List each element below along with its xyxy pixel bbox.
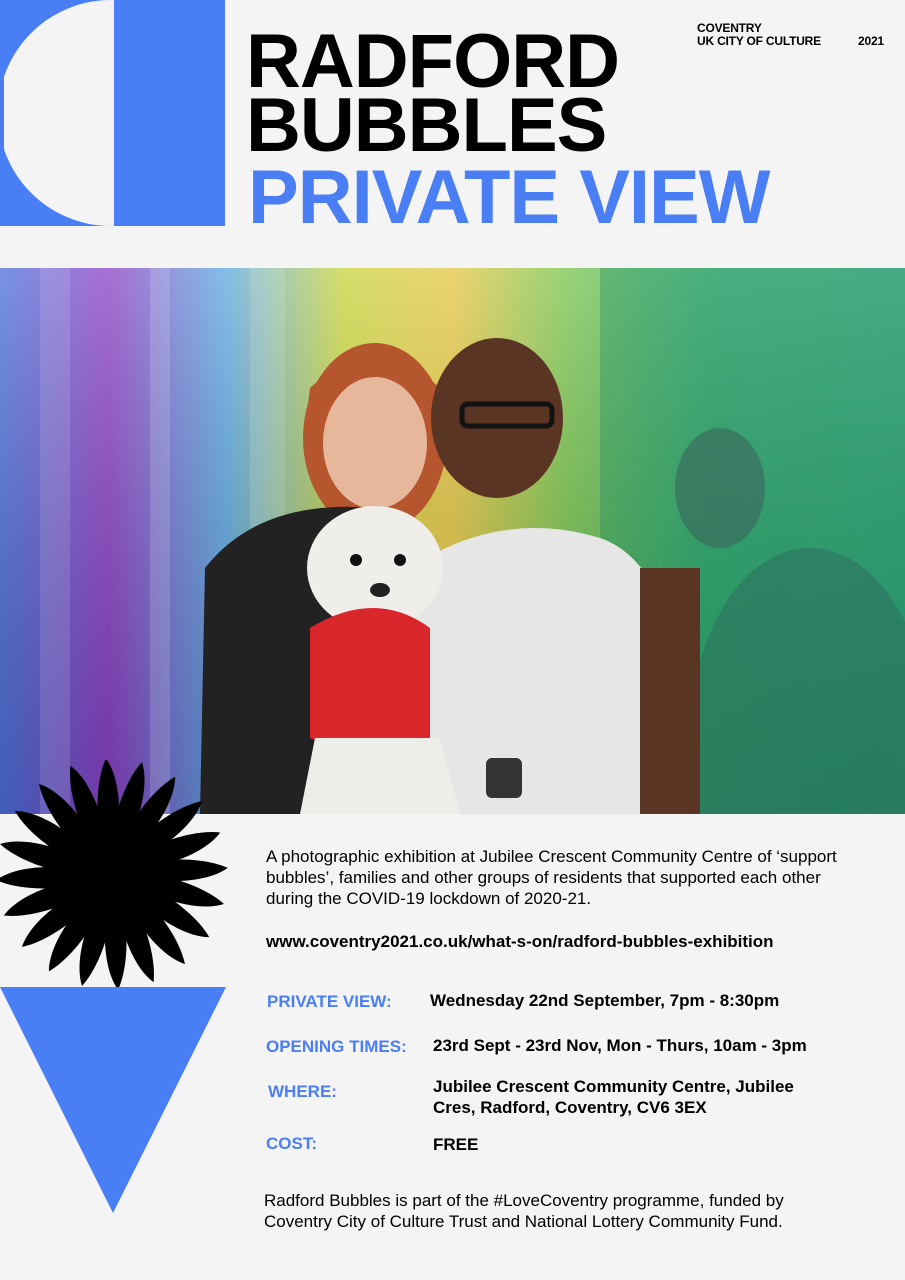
exhibition-photo [0, 268, 905, 814]
where-value-line1: Jubilee Crescent Community Centre, Jubilee [433, 1077, 794, 1096]
cost-label: COST: [266, 1134, 317, 1153]
opening-times-label: OPENING TIMES: [266, 1037, 407, 1056]
exhibition-description: A photographic exhibition at Jubilee Crescent Community Centre of ‘support bubbles’, families and other groups of residents that supported each other during the COVID-19 lockdown of 2020-21. [266, 847, 837, 908]
title-radford: RADFORD [246, 19, 619, 104]
private-view-label: PRIVATE VIEW: [267, 992, 392, 1011]
tag-line-coventry: COVENTRY [697, 21, 762, 35]
footer-line2: Coventry City of Culture Trust and National Lottery Community Fund. [264, 1212, 783, 1231]
where-label: WHERE: [268, 1082, 337, 1101]
tag-line-city-of-culture: UK CITY OF CULTURE [697, 34, 821, 48]
triangle-icon [0, 987, 230, 1217]
private-view-value: Wednesday 22nd September, 7pm - 8:30pm [430, 991, 780, 1010]
title-private-view: PRIVATE VIEW [248, 155, 770, 240]
cost-value: FREE [433, 1135, 479, 1154]
half-circle-logo-icon [0, 0, 230, 230]
title-bubbles: BUBBLES [246, 83, 607, 168]
footer-funding-text [264, 1190, 884, 1232]
where-value [433, 1076, 794, 1118]
organisation-tag [697, 22, 821, 48]
footer-line1: Radford Bubbles is part of the #LoveCoventry programme, funded by [264, 1191, 784, 1210]
flower-burst-icon [0, 760, 230, 990]
exhibition-url-link[interactable]: www.coventry2021.co.uk/what-s-on/radford-bubbles-exhibition [266, 932, 774, 951]
opening-times-value: 23rd Sept - 23rd Nov, Mon - Thurs, 10am - 3pm [433, 1036, 807, 1055]
where-value-line2: Cres, Radford, Coventry, CV6 3EX [433, 1098, 707, 1117]
tag-year: 2021 [858, 34, 884, 48]
